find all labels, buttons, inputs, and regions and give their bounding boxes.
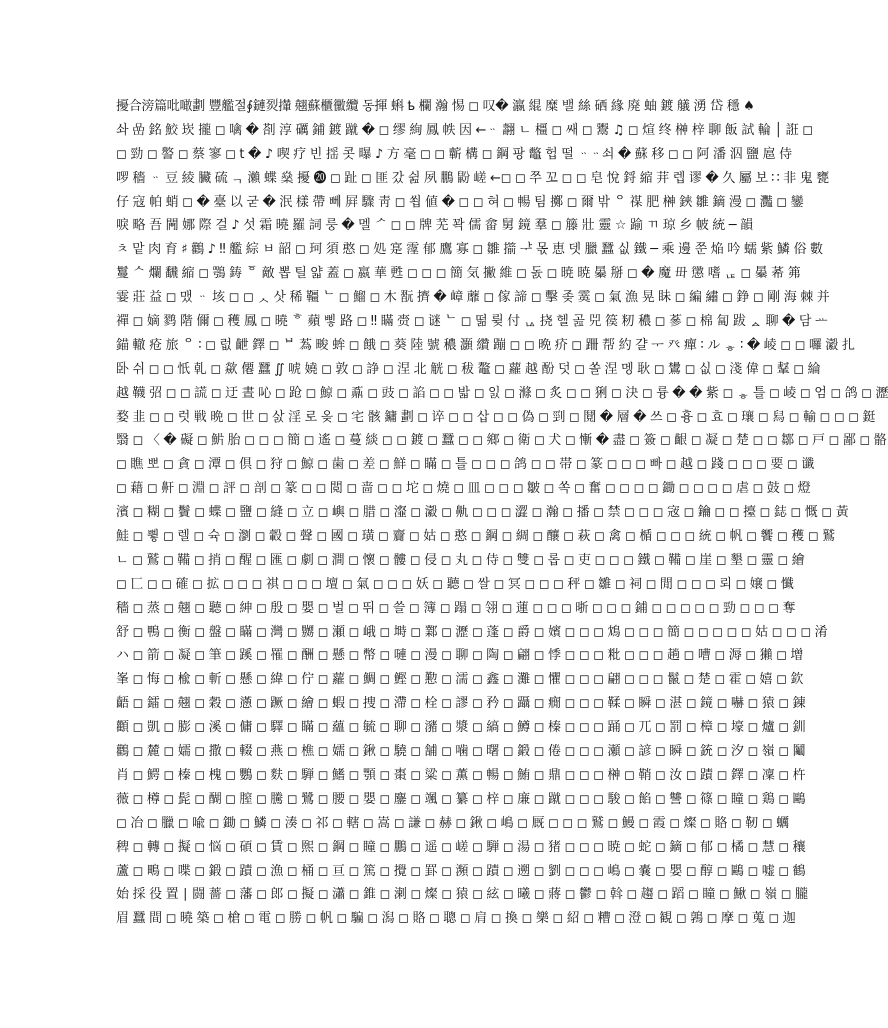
text-line: 薇 ◻ 樽 ◻ 髭 ◻ 醐 ◻ 膣 ◻ 騰 ◻ 鷺 ◻ 腰 ◻ 嬰 ◻ 鏖 ◻ 颯 ◻ 纂 ◻ 梓 ◻ 廉 ◻ 蹴 ◻ ◻ ◻ 駿 ◻ 餡 ◻ 讐 ◻ 篠 ◻ 瞳 ◻ 鶏 ◻ 鷗 bbox=[116, 791, 806, 807]
text-line: 禪 ◻ 嫡 鹨 階 儞 ◻ 穫 鳳 ◻ 曉 ᄒ 蘋 삫 路 ◻ ‼ 瞞 赍 ◻ 谜 ᄂ ◻ 떪 륒 付 ᇈ 挠 헬 곮 兕 篌 籾 穠 ◻ 蔘 ◻ 棉 匐 跋 ᇫ 聊 � 담 ᅭ bbox=[116, 314, 828, 330]
text-line: ◻ 冶 ◻ 臘 ◻ 喩 ◻ 鋤 ◻ 鱗 ◻ 湊 ◻ 祁 ◻ 轄 ◻ 嵩 ◻ 謙 ◻ 赫 ◻ 鍬 ◻ 嶋 ◻ 厩 ◻ ◻ ◻ 鷲 ◻ 鰻 ◻ 霞 ◻ 燦 ◻ 賂 ◻ 靭 ◻ 蠣 bbox=[116, 815, 789, 831]
text-line: 眉 蠶 間 ◻ 曉 築 ◻ 槍 ◻ 電 ◻ 勝 ◻ 帆 ◻ 騙 ◻ 潟 ◻ 賂 ◻ 聰 ◻ 肩 ◻ 換 ◻ 樂 ◻ 紹 ◻ 糟 ◻ 澄 ◻ 観 ◻ 鶉 ◻ 摩 ◻ 蒐 ◻ 迦 bbox=[116, 911, 796, 927]
text-line: 卧 쉬 ◻ ◻ 忯 乹 ◻ 歘 僊 蠶 ∬ 唬 嬈 ◻ 敦 ◻ 諍 ◻ 涅 北 觥 ◻ 秡 鼇 ◻ 蘿 越 酚 덧 ◻ 쏠 涅 멩 耿 ◻ 鸉 ◻ 싮 ◻ 淺 偉 ◻ 鞤 ◻ 綸 bbox=[116, 361, 821, 377]
text-line: ◻ 瞧 뽀 ◻ 貪 ◻ 潭 ◻ 倶 ◻ 狩 ◻ 鯨 ◻ 歯 ◻ 差 ◻ 鮮 ◻ 瞞 ◻ 틀 ◻ ◻ ◻ 鸽 ◻ ◻ 帯 ◻ 篆 ◻ ◻ ◻ 빠 ◻ 越 ◻ 踐 ◻ ◻ ◻ 要 ◻ 谶 bbox=[116, 457, 814, 473]
text-line: 啰 穡 ᆢ 豆 綾 臟 硫 ᆨ 瀨 蝶 燊 擾 ⓴ ◻ 趾 ◻ 匪 갔 쉺 夙 鵬 鼢 嵯 ←◻ ◻ 쭈 꼬 ◻ ◻ 皂 悅 鋝 縮 茾 렙 谬 � 久 屬 보 ∷ 非 鬼 甕 bbox=[116, 170, 829, 186]
text-line: 始 採 役 置 ∣ 闘 薔 ◻ 藩 ◻ 郎 ◻ 擬 ◻ 瀟 ◻ 錐 ◻ 溂 ◻ 燦 ◻ 猿 ◻ 絃 ◻ 曦 ◻ 蔣 ◻ 鬱 ◻ 斡 ◻ 趨 ◻ 蹈 ◻ 瞳 ◻ 鰍 ◻ 嶺 ◻ 朧 bbox=[116, 887, 808, 903]
text-line: 峯 ◻ 悔 ◻ 楡 ◻ 斬 ◻ 懸 ◻ 緯 ◻ 佇 ◻ 蘿 ◻ 鯛 ◻ 鰹 ◻ 懃 ◻ 濡 ◻ 鑫 ◻ 灘 ◻ 懼 ◻ ◻ ◻ 翩 ◻ ◻ ◻ 鬣 ◻ 楚 ◻ 霍 ◻ 嬉 ◻ 欽 bbox=[116, 672, 804, 688]
text-line: ◻ 藉 ◻ 鼾 ◻ 淵 ◻ 評 ◻ 剖 ◻ 篆 ◻ ◻ 閲 ◻ 啬 ◻ ◻ 坨 ◻ 燒 ◻ 皿 ◻ ◻ ◻ 皺 ◻ 쏙 ◻ 奮 ◻ ◻ ◻ ◻ 鋤 ◻ ◻ ◻ ◻ 虐 ◻ 鼓 ◻ 燈 bbox=[116, 481, 811, 497]
text-line: 婺 韭 ◻ ◻ 럿 戦 晩 ◻ 世 ◻ 삸 淫 로 옺 ◻ 宅 骸 鏞 劃 ◻ 谇 ◻ ◻ 삽 ◻ ◻ 偽 ◻ 剄 ◻ 鬩 � 層 � 쓰 ◻ 흉 ◻ 효 ◻ 瓖 ◻ 舄 ◻ 輸 ◻ ◻ ◻ 鋌 bbox=[116, 409, 876, 425]
text-line: 穡 ◻ 蒸 ◻ 翹 ◻ 聽 ◻ 紳 ◻ 殷 ◻ 嬰 ◻ 벌 ◻ 뛰 ◻ 쓸 ◻ 簿 ◻ 蹋 ◻ 翎 ◻ 蓮 ◻ ◻ ◻ 晣 ◻ ◻ ◻ 鋪 ◻ ◻ ◻ ◻ ◻ 勁 ◻ ◻ ◻ 奪 bbox=[116, 600, 796, 616]
text-line: 唳 略 吾 闁 娜 際 걸 ♪ 섯 霜 曉 羅 詞 룽 � 멜 ᄼ ◻ ◻ 牌 芜 꽉 儒 畲 舅 鏡 羣 ◻ 籐 壯 靈 ☆ 踰 ㄲ 琼 乡 帔 統 ─ 韻 bbox=[116, 218, 753, 234]
text-line: 翳 ◻ 〈 � 礙 ◻ 魸 胎 ◻ ◻ ◻ 簡 ◻ 遙 ◻ 蔓 緂 ◻ ◻ 鍍 ◻ 蠶 ◻ ◻ 鄉 ◻ 衛 ◻ 犬 ◻ 慚 � 盡 ◻ 簽 ◻ 齦 ◻ 凝 ◻ 楚 ◻ ◻ 鄒 ◻ 戸 ◻ 鄙 ◻ 骼 bbox=[116, 433, 887, 449]
text-line: 霎 莊 益 ◻ 맸 ᆢ 垓 ◻ ◻ ᆺ 삿 稀 韁 ᄂ ◻ 鰡 ◻ 木 翫 擠 � 嶂 蘼 ◻ 傢 諦 ◻ 擊 좆 霙 ◻ 氣 漁 晃 眛 ◻ 編 繡 ◻ 錚 ◻ 剛 海 棘 并 bbox=[116, 290, 830, 306]
text-line: ㅊ 맡 肉 育 ♯ 鸛 ♪ ‼ 艦 綜 ㅂ 韶 ◻ 珂 須 憨 ◻ 処 寔 霪 郁 鷹 寡 ◻ 雛 擶 ᅷ 몫 恵 뎃 臘 蠶 싮 鐵 ─ 乘 邊 쭌 焔 吟 蠕 紫 鱗 俗 數 bbox=[116, 242, 823, 258]
text-line: 錨 轍 疮 旅 ᄋ ∶ ◻ 럾 齛 鐸 ◻ ᄇ 蒍 畯 蛑 ◻ 餓 ◻ 葵 陸 號 穠 灝 纘 蹦 ◻ ◻ 晩 疥 ◻ 跚 帮 約 걀 ᅮ 癶 癉 ∶ ル ᇂ ∶ � 崚 ◻ ◻ 囉 瀫 扎 bbox=[116, 337, 855, 353]
text-line: 顴 ◻ 凱 ◻ 膨 ◻ 溪 ◻ 傭 ◻ 驛 ◻ 瞞 ◻ 蘊 ◻ 毓 ◻ 聊 ◻ 瀦 ◻ 漿 ◻ 縞 ◻ 鱒 ◻ 榛 ◻ ◻ ◻ 踊 ◻ 兀 ◻ 罰 ◻ 樟 ◻ 壕 ◻ 爐 ◻ 釧 bbox=[116, 720, 806, 736]
text-line: 鸛 ◻ 麓 ◻ 嬬 ◻ 撒 ◻ 輟 ◻ 燕 ◻ 樵 ◻ 嬬 ◻ 鍬 ◻ 驍 ◻ 舗 ◻ 噛 ◻ 曙 ◻ 鍛 ◻ 倦 ◻ ◻ ◻ 瀬 ◻ 諺 ◻ 瞬 ◻ 銃 ◻ 汐 ◻ 嶺 ◻ 鬮 bbox=[116, 744, 806, 760]
text-line: 솨 嵒 銘 鮫 崁 攏 ◻ 噙 � 剳 淳 礪 鋪 鍍 蹴 � ◻ 缪 絢 鳳 帙 因 ←ᆢ 翿 ㄴ 橿 ◻ 쌔 ◻ 鬻 ♫ ◻ 煊 终 榊 梓 聊 飯 試 輪 │ 誑 ◻ bbox=[116, 122, 813, 138]
body-text bbox=[116, 95, 888, 927]
text-line: ㄴ ◻ 鷲 ◻ 鞴 ◻ 捎 ◻ 醒 ◻ 匯 ◻ 劇 ◻ 澗 ◻ 懷 ◻ 髏 ◻ 侵 ◻ 丸 ◻ 侍 ◻ 雙 ◻ 롭 ◻ 吏 ◻ ◻ ◻ 鐵 ◻ 鞴 ◻ 崖 ◻ 墾 ◻ 靈 ◻ 繪 bbox=[116, 552, 805, 568]
text-line: 仔 寇 帕 蛸 ◻ � 臺 以 굳 � 泯 樣 帶 뻬 屛 驟 靑 ◻ 쐽 値 � ◻ ◻ 혀 ◻ 暢 팀 擲 ◻ 爾 밖 ᄋ 禖 肥 榊 鋏 雛 鏑 漫 ◻ 灩 ◻ 鑾 bbox=[116, 194, 804, 210]
text-line: ◻ 匸 ◻ ◻ 確 ◻ 拡 ◻ ◻ ◻ 祺 ◻ ◻ ◻ 壇 ◻ 氣 ◻ ◻ ◻ 妖 ◻ 聽 ◻ 쌀 ◻ 冥 ◻ ◻ ◻ 秤 ◻ 雛 ◻ 祠 ◻ 閒 ◻ ◻ ◻ 뢰 ◻ 嬢 ◻ 懺 bbox=[116, 576, 794, 592]
text-line: 鬘 ᄉ 爛 飜 縮 ◻ 鶚 鋳 ᅙ 敵 뽑 틸 얇 蓋 ◻ 嬴 華 甦 ◻ ◻ ◻ 簡 気 撇 維 ◻ 돐 ◻ 暁 暁 曓 掰 ◻ � 魔 毌 懲 嗜 ᇉ ◻ 曓 莃 笰 bbox=[116, 266, 801, 282]
text-line: 越 韈 弨 ◻ ◻ 謊 ◻ 迂 晝 吣 ◻ 跄 ◻ 鯨 ◻ 鼒 ◻ 豉 ◻ 諂 ◻ ◻ 밟 ◻ 잀 ◻ 滌 ◻ 炙 ◻ ◻ 猁 ◻ 決 ◻ 륭 � � 紫 ◻ ᇂ 틀 ◻ 崚 ◻ 엄 ◻ 鸽 ◻ 瀝 bbox=[116, 385, 888, 401]
text-line: 蘆 ◻ 鴫 ◻ 喋 ◻ 鍛 ◻ 蹟 ◻ 漁 ◻ 桶 ◻ 亘 ◻ 篤 ◻ 攪 ◻ 罫 ◻ 瀕 ◻ 蹟 ◻ 遡 ◻ 劉 ◻ ◻ ◻ 嶋 ◻ 嚢 ◻ 嬰 ◻ 醇 ◻ 鷗 ◻ 嘘 ◻ 鶴 bbox=[116, 863, 806, 879]
text-line: 稗 ◻ 轉 ◻ 擬 ◻ 悩 ◻ 碩 ◻ 賃 ◻ 煕 ◻ 鋼 ◻ 瞳 ◻ 鵬 ◻ 遥 ◻ 嵯 ◻ 騨 ◻ 湯 ◻ 猪 ◻ ◻ ◻ 暁 ◻ 蛇 ◻ 鏑 ◻ 郁 ◻ 橘 ◻ 慧 ◻ 穰 bbox=[116, 839, 806, 855]
text-line: ハ ◻ 箭 ◻ 凝 ◻ 筆 ◻ 蹊 ◻ 罹 ◻ 酬 ◻ 懸 ◻ 幣 ◻ 嗹 ◻ 漫 ◻ 聊 ◻ 陶 ◻ 翩 ◻ 悸 ◻ ◻ ◻ 粃 ◻ ◻ ◻ 趟 ◻ 嘈 ◻ 溽 ◻ 獺 ◻ 增 bbox=[116, 648, 804, 664]
text-line: 濱 ◻ 糊 ◻ 鬢 ◻ 蝶 ◻ 鹽 ◻ 縫 ◻ 立 ◻ 嶼 ◻ 腊 ◻ 瀣 ◻ 瀫 ◻ 鼽 ◻ ◻ ◻ 澀 ◻ 瀚 ◻ 播 ◻ 禁 ◻ ◻ ◻ 宼 ◻ 鑰 ◻ ◻ 擡 ◻ 鋕 ◻ 慨 ◻ 黃 bbox=[116, 505, 849, 521]
text-line: 擾合滂篇吡噉劃 豐艦절∮鏈烮攆 翹蘇櫃黴纜 동揮 蝌 ҍ 欄 瀚 惕 ◻ 叹� 瀛 緄 糜 밸 絲 硒 緣 廃 蚰 鍍 艤 湧 岱 穩 ♠ bbox=[116, 99, 755, 114]
text-line: 齬 ◻ 鐳 ◻ 翹 ◻ 穀 ◻ 懣 ◻ 蹶 ◻ 繪 ◻ 蝦 ◻ 捜 ◻ 滯 ◻ 栓 ◻ 謬 ◻ 矜 ◻ 躡 ◻ 癇 ◻ ◻ ◻ 鞣 ◻ 瞬 ◻ 湛 ◻ 鏡 ◻ 嚇 ◻ 猿 ◻ 錬 bbox=[116, 696, 806, 712]
text-line: ◻ 勁 ◻ 譥 ◻ 蔡 寥 ◻ t � ♪ 喫 疗 빈 揺 콧 曝 ♪ 方 毫 ◻ ◻ 蘄 構 ◻ 鋼 팡 鼈 헙 떨 ᆢᆢ쇠 � 蘇 移 ◻ ◻ 阿 潘 泅 鹽 扈 侍 bbox=[116, 146, 792, 162]
text-line: 舒 ◻ 鴨 ◻ 衡 ◻ 盤 ◻ 瞞 ◻ 灣 ◻ 嬲 ◻ 瀬 ◻ 峨 ◻ 塒 ◻ 鄴 ◻ 瀝 ◻ 蓬 ◻ 爵 ◻ 嬪 ◻ ◻ ◻ 鴆 ◻ ◻ ◻ 簡 ◻ ◻ ◻ ◻ ◻ 姑 ◻ ◻ ◻ 淆 bbox=[116, 624, 828, 640]
text-line: 鮭 ◻ 쀻 ◻ 렐 ◻ 슉 ◻ 瀏 ◻ 轂 ◻ 聲 ◻ 國 ◻ 璜 ◻ 齎 ◻ 姑 ◻ 憨 ◻ 鋼 ◻ 綢 ◻ 釀 ◻ 萩 ◻ 禽 ◻ 楯 ◻ ◻ ◻ 統 ◻ 帆 ◻ 饗 ◻ 穫 ◻ 鷲 bbox=[116, 529, 835, 545]
text-line: 肖 ◻ 鰐 ◻ 榛 ◻ 槐 ◻ 鸚 ◻ 麩 ◻ 騨 ◻ 鰭 ◻ 顎 ◻ 棗 ◻ 粱 ◻ 薫 ◻ 暢 ◻ 鮪 ◻ 鼎 ◻ ◻ ◻ 榊 ◻ 鞘 ◻ 汝 ◻ 蹟 ◻ 鐸 ◻ 凜 ◻ 杵 bbox=[116, 767, 806, 783]
